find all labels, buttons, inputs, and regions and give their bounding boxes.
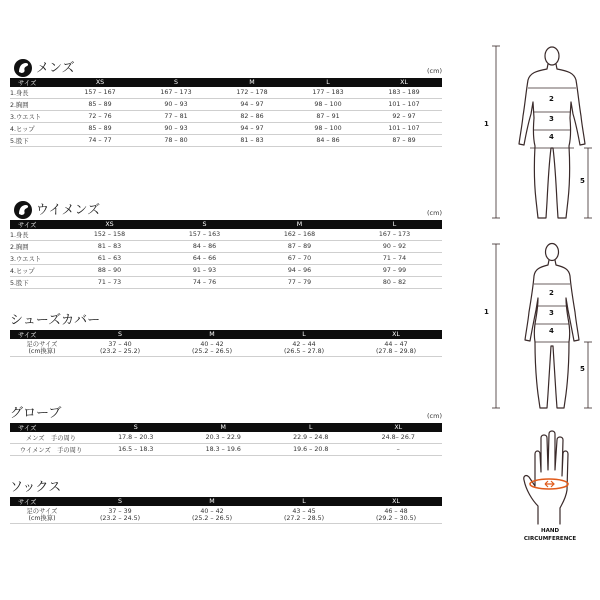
table-cell: 183 – 189 [366, 87, 442, 99]
socks-section [10, 477, 442, 524]
table-cell: 87 – 91 [290, 111, 366, 123]
womens-unit: (cm) [427, 209, 442, 217]
table-cell: 19.6 – 20.8 [267, 444, 355, 456]
header-cell: サイズ [10, 220, 62, 229]
cell-cm-range: (29.2 – 30.5) [375, 514, 417, 522]
row-label: 1.身長 [10, 229, 62, 241]
label-height: 1 [484, 120, 489, 128]
header-cell: XL [366, 78, 442, 87]
header-cell: XL [350, 497, 442, 506]
table-row [10, 241, 442, 253]
header-cell: M [252, 220, 347, 229]
table-cell: 22.9 – 24.8 [267, 432, 355, 444]
label-inseam: 5 [580, 177, 585, 185]
header-cell: XL [355, 423, 443, 432]
header-cell: XL [350, 330, 442, 339]
row-label: 2.胸囲 [10, 99, 62, 111]
table-cell: 167 – 173 [347, 229, 442, 241]
table-cell: 16.5 – 18.3 [92, 444, 180, 456]
table-row [10, 444, 442, 456]
header-cell: S [157, 220, 252, 229]
mens-title: メンズ [36, 61, 75, 76]
header-cell: L [267, 423, 355, 432]
table-cell: 20.3 – 22.9 [180, 432, 268, 444]
table-cell [258, 339, 350, 357]
womens-table-header [10, 220, 442, 229]
label-inseam: 5 [580, 365, 585, 373]
cell-cm-range: (25.2 – 26.5) [191, 347, 233, 355]
cell-cm-range: (23.2 – 25.2) [99, 347, 141, 355]
shoe-cover-header [10, 310, 442, 330]
row-label: 3.ウエスト [10, 253, 62, 265]
table-cell [166, 339, 258, 357]
table-cell: 94 – 97 [214, 123, 290, 135]
table-cell: 71 – 74 [347, 253, 442, 265]
table-cell: 97 – 99 [347, 265, 442, 277]
hand-label-line: CIRCUMFERENCE [523, 536, 577, 542]
table-row [10, 339, 442, 357]
womens-section [10, 200, 442, 289]
womens-header [10, 200, 442, 220]
cell-range: 40 – 42 [200, 340, 224, 348]
shoe-cover-table-header [10, 330, 442, 339]
table-cell: 94 – 97 [214, 99, 290, 111]
table-cell: – [355, 444, 443, 456]
gloves-table-header [10, 423, 442, 432]
row-label: 1.身長 [10, 87, 62, 99]
cell-cm-range: (27.8 – 29.8) [375, 347, 417, 355]
gloves-section [10, 403, 442, 456]
table-cell: 74 – 77 [62, 135, 138, 147]
header-cell: L [290, 78, 366, 87]
header-cell: L [347, 220, 442, 229]
row-label: 5.股下 [10, 135, 62, 147]
table-cell: 17.8 – 20.3 [92, 432, 180, 444]
label-waist: 3 [549, 309, 554, 317]
label-hip: 4 [549, 133, 554, 141]
hand-label-line: HAND [540, 528, 560, 534]
row-label: ウイメンズ 手の周り [10, 444, 92, 456]
gloves-size-table [10, 423, 442, 456]
male-measurement-figure [478, 42, 596, 230]
male-body-silhouette-icon [478, 42, 596, 230]
cell-cm-range: (27.2 – 28.5) [283, 514, 325, 522]
header-cell: サイズ [10, 497, 74, 506]
table-cell [74, 339, 166, 357]
table-cell: 78 – 80 [138, 135, 214, 147]
table-cell [350, 506, 442, 524]
row-label-line: 足のサイズ [26, 340, 58, 348]
socks-title: ソックス [10, 480, 62, 495]
table-cell: 84 – 86 [290, 135, 366, 147]
row-label-line: 足のサイズ [26, 507, 58, 515]
header-cell: サイズ [10, 330, 74, 339]
table-cell: 98 – 100 [290, 99, 366, 111]
womens-title: ウイメンズ [36, 203, 101, 218]
label-hip: 4 [549, 327, 554, 335]
cell-cm-range: (23.2 – 24.5) [99, 514, 141, 522]
table-cell: 90 – 93 [138, 99, 214, 111]
table-row [10, 229, 442, 241]
table-cell: 157 – 167 [62, 87, 138, 99]
mens-table-header [10, 78, 442, 87]
table-cell: 94 – 96 [252, 265, 347, 277]
table-cell: 77 – 79 [252, 277, 347, 289]
gloves-title: グローブ [10, 406, 62, 421]
table-cell: 67 – 70 [252, 253, 347, 265]
header-cell: L [258, 330, 350, 339]
cell-range: 46 – 48 [384, 507, 408, 515]
cell-range: 40 – 42 [200, 507, 224, 515]
table-cell [258, 506, 350, 524]
cell-range: 37 – 40 [108, 340, 132, 348]
table-cell: 82 – 86 [214, 111, 290, 123]
table-cell: 84 – 86 [157, 241, 252, 253]
row-label [10, 339, 74, 357]
female-body-silhouette-icon [478, 238, 596, 416]
mens-unit: (cm) [427, 67, 442, 75]
table-cell: 87 – 89 [252, 241, 347, 253]
table-cell: 64 – 66 [157, 253, 252, 265]
brand-logo-icon [14, 201, 32, 219]
label-chest: 2 [549, 95, 554, 103]
table-cell: 90 – 92 [347, 241, 442, 253]
label-waist: 3 [549, 115, 554, 123]
shoe-cover-section [10, 310, 442, 357]
row-label [10, 506, 74, 524]
mens-header [10, 58, 442, 78]
socks-header [10, 477, 442, 497]
table-cell: 88 – 90 [62, 265, 157, 277]
table-cell: 85 – 89 [62, 99, 138, 111]
table-cell: 85 – 89 [62, 123, 138, 135]
socks-size-table [10, 497, 442, 524]
gloves-unit: (cm) [427, 412, 442, 420]
table-cell: 71 – 73 [62, 277, 157, 289]
hand-measurement-figure [518, 428, 582, 526]
label-height: 1 [484, 308, 489, 316]
shoe-cover-size-table [10, 330, 442, 357]
hand-icon [518, 428, 582, 526]
womens-size-table [10, 220, 442, 289]
cell-cm-range: (25.2 – 26.5) [191, 514, 233, 522]
header-cell: サイズ [10, 78, 62, 87]
table-cell: 72 – 76 [62, 111, 138, 123]
row-label-line: (cm換算) [28, 514, 56, 522]
table-cell: 87 – 89 [366, 135, 442, 147]
mens-section [10, 58, 442, 147]
header-cell: M [180, 423, 268, 432]
row-label: 4.ヒップ [10, 123, 62, 135]
table-row [10, 123, 442, 135]
header-cell: M [214, 78, 290, 87]
header-cell: M [166, 330, 258, 339]
table-cell: 90 – 93 [138, 123, 214, 135]
cell-range: 44 – 47 [384, 340, 408, 348]
table-cell: 77 – 81 [138, 111, 214, 123]
header-cell: S [74, 497, 166, 506]
table-row [10, 87, 442, 99]
table-cell: 162 – 168 [252, 229, 347, 241]
gloves-header [10, 403, 442, 423]
table-cell: 92 – 97 [366, 111, 442, 123]
row-label: 4.ヒップ [10, 265, 62, 277]
table-cell: 172 – 178 [214, 87, 290, 99]
table-cell: 81 – 83 [62, 241, 157, 253]
header-cell: XS [62, 78, 138, 87]
table-cell: 18.3 – 19.6 [180, 444, 268, 456]
shoe-cover-title: シューズカバー [10, 313, 101, 328]
table-row [10, 99, 442, 111]
header-cell: M [166, 497, 258, 506]
table-cell: 74 – 76 [157, 277, 252, 289]
table-cell: 152 – 158 [62, 229, 157, 241]
table-cell: 101 – 107 [366, 123, 442, 135]
header-cell: S [92, 423, 180, 432]
cell-range: 37 – 39 [108, 507, 132, 515]
label-chest: 2 [549, 289, 554, 297]
mens-size-table [10, 78, 442, 147]
cell-cm-range: (26.5 – 27.8) [283, 347, 325, 355]
female-measurement-figure [478, 238, 596, 416]
cell-range: 43 – 45 [292, 507, 316, 515]
table-row [10, 253, 442, 265]
row-label: メンズ 手の周り [10, 432, 92, 444]
table-cell: 24.8– 26.7 [355, 432, 443, 444]
table-row [10, 135, 442, 147]
header-cell: サイズ [10, 423, 92, 432]
table-cell: 91 – 93 [157, 265, 252, 277]
table-cell [74, 506, 166, 524]
hand-circumference-label [515, 527, 585, 543]
cell-range: 42 – 44 [292, 340, 316, 348]
row-label: 5.股下 [10, 277, 62, 289]
table-row [10, 277, 442, 289]
brand-logo-icon [14, 59, 32, 77]
table-cell [350, 339, 442, 357]
header-cell: L [258, 497, 350, 506]
header-cell: S [138, 78, 214, 87]
table-cell: 98 – 100 [290, 123, 366, 135]
row-label: 3.ウエスト [10, 111, 62, 123]
header-cell: XS [62, 220, 157, 229]
table-cell [166, 506, 258, 524]
table-cell: 61 – 63 [62, 253, 157, 265]
table-row [10, 506, 442, 524]
table-cell: 81 – 83 [214, 135, 290, 147]
table-cell: 80 – 82 [347, 277, 442, 289]
row-label: 2.胸囲 [10, 241, 62, 253]
table-row [10, 432, 442, 444]
header-cell: S [74, 330, 166, 339]
table-cell: 101 – 107 [366, 99, 442, 111]
table-cell: 157 – 163 [157, 229, 252, 241]
table-row [10, 265, 442, 277]
table-cell: 177 – 183 [290, 87, 366, 99]
table-row [10, 111, 442, 123]
socks-table-header [10, 497, 442, 506]
row-label-line: (cm換算) [28, 347, 56, 355]
table-cell: 167 – 173 [138, 87, 214, 99]
